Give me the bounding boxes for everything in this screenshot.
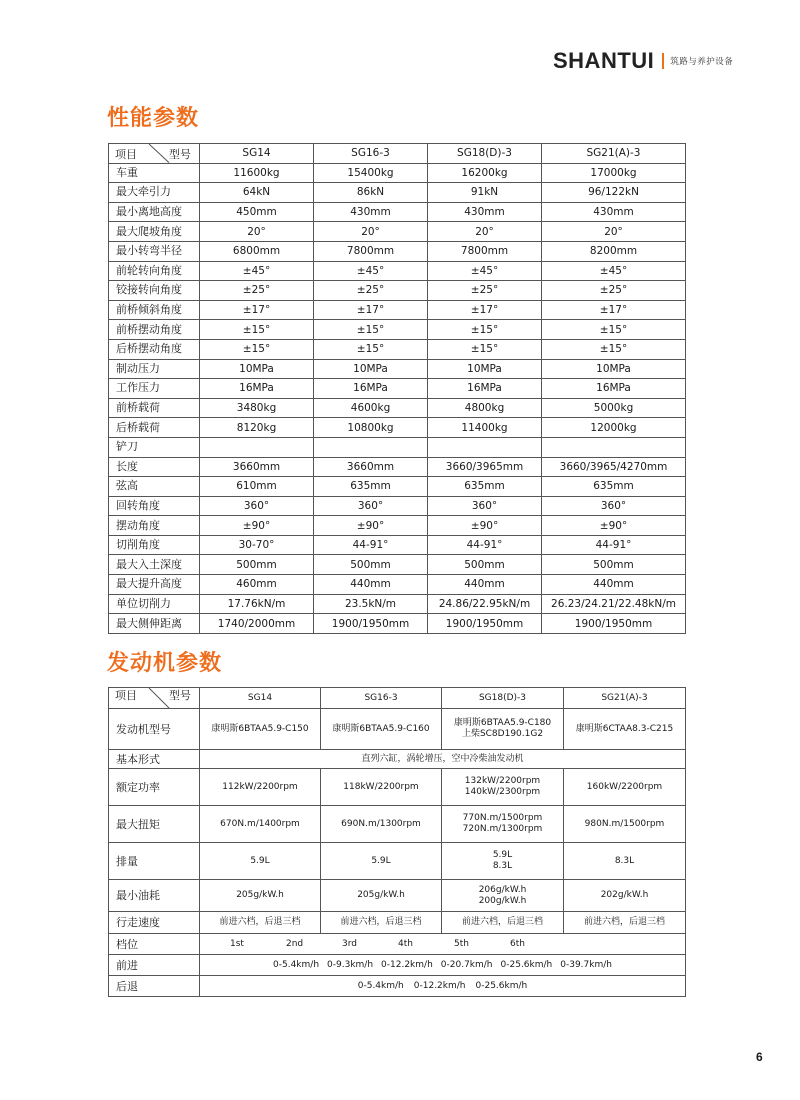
cell-value: 440mm (428, 575, 542, 595)
speed-item: 0-20.7km/h (440, 959, 493, 970)
table-row (109, 359, 686, 379)
cell-value: 635mm (314, 477, 428, 497)
gear-item: 3rd (342, 938, 357, 949)
table-row (109, 281, 686, 301)
cell-value: 6800mm (200, 241, 314, 261)
cell-value: ±25° (542, 281, 686, 301)
brand-name-prefix: SHANT (553, 48, 632, 73)
cell-value: 64kN (200, 183, 314, 203)
gear-item: 5th (454, 938, 469, 949)
performance-table (108, 143, 686, 634)
header-model-sg18d-3: SG18(D)-3 (428, 144, 542, 164)
cell-value: 3660/3965/4270mm (542, 457, 686, 477)
cell-value: 1740/2000mm (200, 614, 314, 634)
cell-value: 205g/kW.h (200, 880, 321, 912)
table-row (109, 594, 686, 614)
performance-table-body (109, 144, 686, 634)
row-label: 前进 (109, 955, 200, 976)
cell-value: 前进六档，后退三档 (321, 912, 442, 934)
cell-value: 202g/kW.h (564, 880, 686, 912)
cell-line: 206g/kW.h (478, 884, 527, 895)
cell-value: 15400kg (314, 163, 428, 183)
row-label: 最大爬坡角度 (109, 222, 200, 242)
cell-value: 112kW/2200rpm (200, 769, 321, 806)
cell-value: 205g/kW.h (321, 880, 442, 912)
cell-value: ±17° (314, 300, 428, 320)
table-row (109, 535, 686, 555)
header-diagonal-line (147, 144, 171, 163)
table-row (109, 555, 686, 575)
cell-value: 44-91° (428, 535, 542, 555)
cell-value: 500mm (200, 555, 314, 575)
table-row (109, 300, 686, 320)
row-label: 后退 (109, 976, 200, 997)
table-row-gear (109, 934, 686, 955)
header-model-label: 型号 (169, 689, 191, 702)
cell-value: 11600kg (200, 163, 314, 183)
speed-item: 0-12.2km/h (381, 959, 433, 970)
cell-value: 24.86/22.95kN/m (428, 594, 542, 614)
table-row (109, 183, 686, 203)
cell-value: ±45° (428, 261, 542, 281)
row-label: 最大牵引力 (109, 183, 200, 203)
cell-value: 20° (542, 222, 686, 242)
cell-value: 430mm (542, 202, 686, 222)
cell-value: 5.9L (200, 843, 321, 880)
cell-value: 360° (428, 496, 542, 516)
cell-value: 118kW/2200rpm (321, 769, 442, 806)
table-row (109, 339, 686, 359)
header-model-sg21a-3: SG21(A)-3 (542, 144, 686, 164)
cell-value: 360° (200, 496, 314, 516)
row-label: 最大侧伸距离 (109, 614, 200, 634)
cell-value: 610mm (200, 477, 314, 497)
row-label: 弦高 (109, 477, 200, 497)
table-row-engine-model (109, 709, 686, 750)
table-row (109, 516, 686, 536)
row-label: 最小油耗 (109, 880, 200, 912)
row-label: 最大扭矩 (109, 806, 200, 843)
speed-item: 0-5.4km/h (357, 980, 404, 991)
engine-title: 发动机参数 (107, 651, 223, 676)
row-label: 后桥摆动角度 (109, 339, 200, 359)
cell-value (442, 880, 564, 912)
row-label: 档位 (109, 934, 200, 955)
row-label: 排量 (109, 843, 200, 880)
cell-value: ±90° (428, 516, 542, 536)
cell-value: ±15° (428, 320, 542, 340)
cell-value: 23.5kN/m (314, 594, 428, 614)
engine-table (108, 687, 686, 997)
cell-value: 3660mm (314, 457, 428, 477)
row-label: 切削角度 (109, 535, 200, 555)
table-row-max-torque (109, 806, 686, 843)
table-header-row (109, 688, 686, 709)
row-label: 制动压力 (109, 359, 200, 379)
speed-item: 0-25.6km/h (475, 980, 528, 991)
table-row (109, 457, 686, 477)
cell-value: 430mm (428, 202, 542, 222)
cell-value: 86kN (314, 183, 428, 203)
row-label: 发动机型号 (109, 709, 200, 750)
cell-line: 132kW/2200rpm (464, 776, 541, 786)
cell-value: 5000kg (542, 398, 686, 418)
table-row (109, 261, 686, 281)
header-item-model-cell (109, 688, 200, 709)
speed-item: 0-25.6km/h (500, 959, 553, 970)
cell-value: 26.23/24.21/22.48kN/m (542, 594, 686, 614)
cell-value: 16MPa (542, 379, 686, 399)
row-label: 最小离地高度 (109, 202, 200, 222)
cell-value: 前进六档，后退三档 (442, 912, 564, 934)
row-label: 前桥倾斜角度 (109, 300, 200, 320)
cell-value: 5.9L (321, 843, 442, 880)
cell-value: 10MPa (314, 359, 428, 379)
row-label: 前桥摆动角度 (109, 320, 200, 340)
cell-value: 440mm (314, 575, 428, 595)
cell-value: ±15° (314, 320, 428, 340)
table-row (109, 614, 686, 634)
speed-item: 0-5.4km/h (273, 959, 320, 970)
table-row (109, 575, 686, 595)
table-row (109, 163, 686, 183)
header-model-sg14: SG14 (200, 688, 321, 709)
cell-value: ±25° (314, 281, 428, 301)
row-label: 最大提升高度 (109, 575, 200, 595)
cell-value: 160kW/2200rpm (564, 769, 686, 806)
cell-value: 17000kg (542, 163, 686, 183)
row-label: 最大入土深度 (109, 555, 200, 575)
speed-item: 0-39.7km/h (560, 959, 612, 970)
cell-value: 康明斯6BTAA5.9-C160 (321, 709, 442, 750)
cell-value: 980N.m/1500rpm (564, 806, 686, 843)
cell-value: 7800mm (428, 241, 542, 261)
table-header-row (109, 144, 686, 164)
header-model-sg16-3: SG16-3 (321, 688, 442, 709)
cell-line: 5.9L (492, 850, 513, 860)
cell-value: 44-91° (314, 535, 428, 555)
cell-value: 4800kg (428, 398, 542, 418)
row-label: 后桥载荷 (109, 418, 200, 438)
cell-value: ±15° (200, 320, 314, 340)
gear-list (200, 939, 685, 950)
cell-line: 康明斯6BTAA5.9-C180 (453, 718, 552, 728)
cell-value: ±45° (542, 261, 686, 281)
cell-value (442, 806, 564, 843)
row-label: 单位切削力 (109, 594, 200, 614)
cell-value (442, 769, 564, 806)
header-model-sg21a-3: SG21(A)-3 (564, 688, 686, 709)
row-label: 铲刀 (109, 437, 200, 457)
cell-value: 前进六档，后退三档 (200, 912, 321, 934)
cell-value: 11400kg (428, 418, 542, 438)
cell-value: 690N.m/1300rpm (321, 806, 442, 843)
cell-value: ±17° (542, 300, 686, 320)
row-label: 长度 (109, 457, 200, 477)
cell-value: 450mm (200, 202, 314, 222)
cell-value: ±15° (428, 339, 542, 359)
cell-value: ±17° (428, 300, 542, 320)
header-model-sg18d-3: SG18(D)-3 (442, 688, 564, 709)
cell-value: ±15° (542, 320, 686, 340)
cell-value: 670N.m/1400rpm (200, 806, 321, 843)
brand-name-suffix: UI (631, 48, 655, 73)
cell-value: 17.76kN/m (200, 594, 314, 614)
cell-line: 140kW/2300rpm (464, 787, 541, 797)
cell-value: 8200mm (542, 241, 686, 261)
cell-value: 16MPa (428, 379, 542, 399)
cell-value: 16200kg (428, 163, 542, 183)
cell-value: 91kN (428, 183, 542, 203)
cell-value: 20° (428, 222, 542, 242)
cell-value: ±25° (428, 281, 542, 301)
cell-value: 康明斯6CTAA8.3-C215 (564, 709, 686, 750)
cell-value: 10MPa (428, 359, 542, 379)
cell-value: 430mm (314, 202, 428, 222)
performance-title: 性能参数 (107, 106, 200, 131)
header-item-label: 项目 (115, 689, 137, 702)
brand-divider (662, 53, 664, 69)
table-row (109, 477, 686, 497)
table-row (109, 379, 686, 399)
cell-value: 8120kg (200, 418, 314, 438)
cell-value: ±15° (314, 339, 428, 359)
row-label: 车重 (109, 163, 200, 183)
cell-value (200, 955, 686, 976)
cell-value: 3660/3965mm (428, 457, 542, 477)
cell-value: 20° (314, 222, 428, 242)
cell-value: 10MPa (200, 359, 314, 379)
row-label: 前轮转向角度 (109, 261, 200, 281)
cell-value: 96/122kN (542, 183, 686, 203)
cell-value: 10MPa (542, 359, 686, 379)
gear-item: 6th (510, 938, 525, 949)
cell-value: 360° (314, 496, 428, 516)
cell-value: 500mm (542, 555, 686, 575)
speed-item: 0-12.2km/h (413, 980, 466, 991)
cell-value: ±90° (200, 516, 314, 536)
cell-value: 8.3L (564, 843, 686, 880)
table-row-forward (109, 955, 686, 976)
table-row-reverse (109, 976, 686, 997)
table-row (109, 437, 686, 457)
speed-item: 0-9.3km/h (327, 959, 374, 970)
cell-value: 前进六档，后退三档 (564, 912, 686, 934)
cell-value: 16MPa (200, 379, 314, 399)
cell-line: 200g/kW.h (478, 895, 527, 906)
row-label: 铰接转向角度 (109, 281, 200, 301)
cell-value: 30-70° (200, 535, 314, 555)
table-row (109, 496, 686, 516)
table-row (109, 202, 686, 222)
cell-value (200, 976, 686, 997)
cell-value: ±15° (200, 339, 314, 359)
table-row-travel-speed (109, 912, 686, 934)
brand-name (553, 48, 654, 74)
cell-value (314, 437, 428, 457)
row-label: 行走速度 (109, 912, 200, 934)
table-row-basic-form (109, 750, 686, 769)
row-label: 摆动角度 (109, 516, 200, 536)
table-row-fuel (109, 880, 686, 912)
header-item-model-cell (109, 144, 200, 164)
cell-value: 500mm (314, 555, 428, 575)
table-row (109, 320, 686, 340)
cell-value: ±45° (314, 261, 428, 281)
row-label: 工作压力 (109, 379, 200, 399)
cell-value: 康明斯6BTAA5.9-C150 (200, 709, 321, 750)
cell-value: 1900/1950mm (314, 614, 428, 634)
cell-line: 上柴SC8D190.1G2 (461, 729, 544, 739)
header-diagonal-line (147, 688, 171, 708)
cell-value: 直列六缸，涡轮增压，空中冷柴油发动机 (200, 750, 686, 769)
table-row (109, 241, 686, 261)
cell-value: 7800mm (314, 241, 428, 261)
cell-value (200, 437, 314, 457)
cell-value: 16MPa (314, 379, 428, 399)
table-row-rated-power (109, 769, 686, 806)
gear-item: 2nd (286, 938, 304, 949)
header-item-label: 项目 (115, 148, 137, 161)
table-row (109, 222, 686, 242)
table-row (109, 398, 686, 418)
cell-value: ±90° (314, 516, 428, 536)
cell-line: 8.3L (492, 861, 513, 871)
row-label: 回转角度 (109, 496, 200, 516)
row-label: 最小转弯半径 (109, 241, 200, 261)
header-model-sg14: SG14 (200, 144, 314, 164)
cell-value: 635mm (428, 477, 542, 497)
cell-value (442, 843, 564, 880)
cell-value: ±45° (200, 261, 314, 281)
cell-value: 3480kg (200, 398, 314, 418)
cell-value: 360° (542, 496, 686, 516)
cell-value: 1900/1950mm (428, 614, 542, 634)
brand-logo (553, 48, 733, 74)
cell-line: 770N.m/1500rpm (462, 813, 543, 823)
gear-item: 1st (230, 938, 244, 949)
row-label: 额定功率 (109, 769, 200, 806)
cell-value: 500mm (428, 555, 542, 575)
cell-value: ±15° (542, 339, 686, 359)
cell-value: 12000kg (542, 418, 686, 438)
cell-value: 10800kg (314, 418, 428, 438)
cell-line: 720N.m/1300rpm (462, 824, 543, 834)
cell-value (200, 934, 686, 955)
header-model-sg16-3: SG16-3 (314, 144, 428, 164)
cell-value: 1900/1950mm (542, 614, 686, 634)
cell-value (542, 437, 686, 457)
cell-value: 460mm (200, 575, 314, 595)
cell-value (428, 437, 542, 457)
row-label: 基本形式 (109, 750, 200, 769)
cell-value: 3660mm (200, 457, 314, 477)
row-label: 前桥载荷 (109, 398, 200, 418)
forward-speed-list (200, 960, 685, 971)
cell-value: 635mm (542, 477, 686, 497)
brand-subtitle: 筑路与养护设备 (670, 57, 734, 67)
cell-value: ±90° (542, 516, 686, 536)
cell-value: 440mm (542, 575, 686, 595)
cell-value: 44-91° (542, 535, 686, 555)
cell-value: 20° (200, 222, 314, 242)
cell-value: ±17° (200, 300, 314, 320)
gear-item: 4th (398, 938, 413, 949)
header-model-label: 型号 (169, 148, 191, 161)
cell-value: ±25° (200, 281, 314, 301)
reverse-speed-list (200, 981, 685, 992)
cell-value (442, 709, 564, 750)
page-number: 6 (756, 1050, 763, 1064)
table-row-displacement (109, 843, 686, 880)
cell-value: 4600kg (314, 398, 428, 418)
table-row (109, 418, 686, 438)
